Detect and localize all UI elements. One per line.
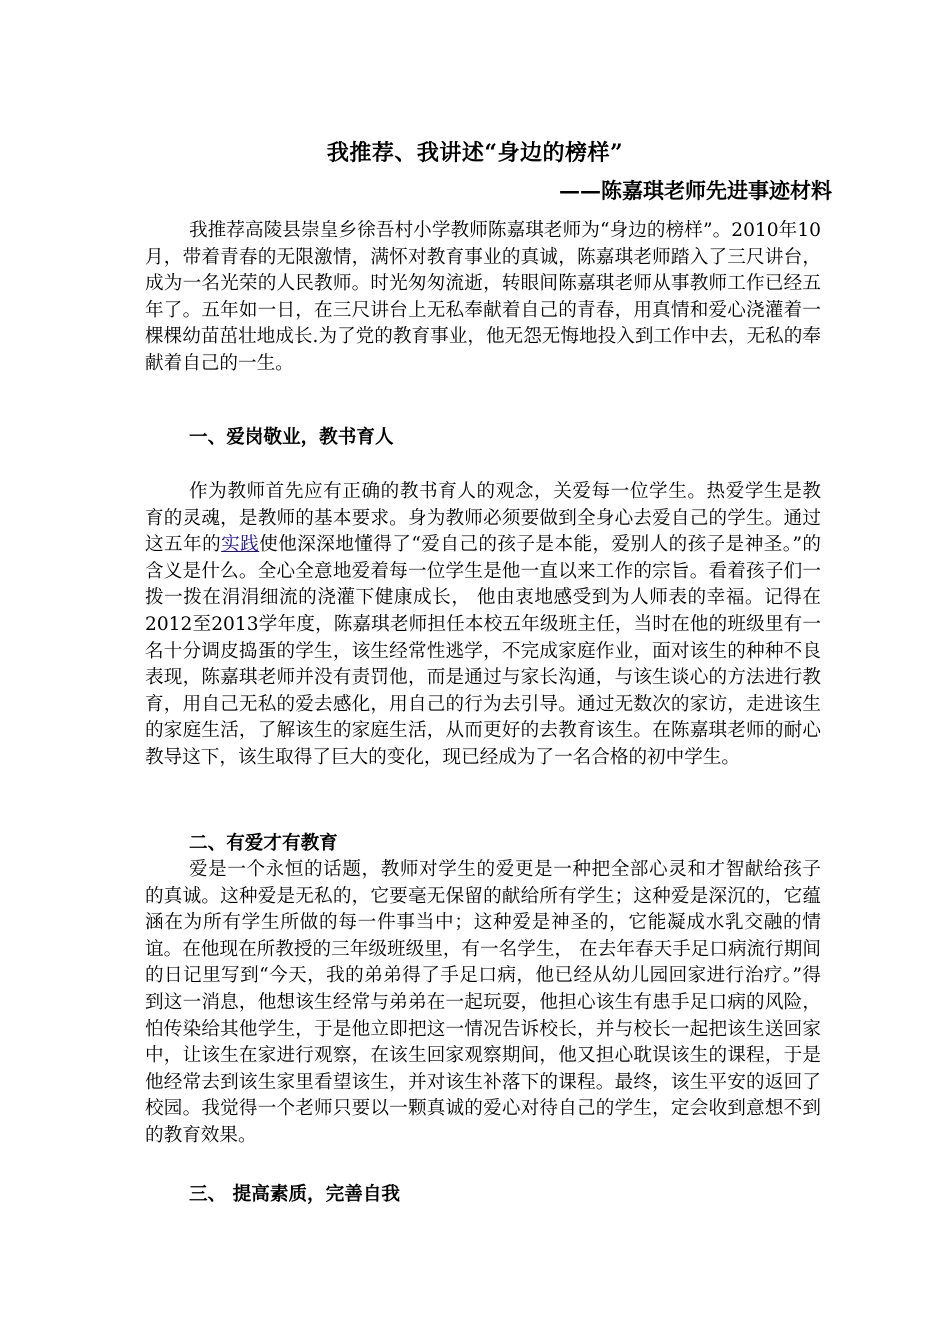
section-1-paragraph xyxy=(145,479,821,772)
section-3-heading: 三、 提高素质，完善自我 xyxy=(189,1184,401,1205)
page-title: 我推荐、我讲述“身边的榜样” xyxy=(326,140,624,166)
intro-paragraph: 我推荐高陵县崇皇乡徐吾村小学教师陈嘉琪老师为“身边的榜样”。2010年10月，带着青春的无限激情，满怀对教育事业的真诚，陈嘉琪老师踏入了三尺讲台，成为一名光荣的人民教师。时光匆匆流逝，转眼间陈嘉琪老师从事教师工作已经五年了。五年如一日，在三尺讲台上无私奉献着自己的青春，用真情和爱心浇灌着一棵棵幼苗茁壮地成长.为了党的教育事业，他无怨无悔地投入到工作中去，无私的奉献着自己的一生。 xyxy=(145,220,821,374)
section-1-text-before-link: 作为教师首先应有正确的教书育人的观念，关爱每一位学生。热爱学生是教育的灵魂，是教师的基本要求。身为教师必须要做到全身心去爱自己的学生。通过这五年的 xyxy=(145,481,821,556)
page-subtitle: ——陈嘉琪老师先进事迹材料 xyxy=(559,178,832,203)
section-2-paragraph: 爱是一个永恒的话题，教师对学生的爱更是一种把全部心灵和才智献给孩子的真诚。这种爱是无私的，它要毫无保留的献给所有学生；这种爱是深沉的，它蕴涵在为所有学生所做的每一件事当中；这种爱是神圣的，它能凝成水乳交融的情谊。在他现在所教授的三年级班级里，有一名学生， 在去年春天手足口病流行期间的日记里写到“今天，我的弟弟得了手足口病，他已经从幼儿园回家进行治疗。”得到这一消息，他想该生经常与弟弟在一起玩耍，他担心该生有患手足口病的风险，怕传染给其他学生，于是他立即把这一情况告诉校长，并与校长一起把该生送回家中，让该生在家进行观察，在该生回家观察期间，他又担心耽误该生的课程，于是他经常去到该生家里看望该生，并对该生补落下的课程。最终，该生平安的返回了校园。我觉得一个老师只要以一颗真诚的爱心对待自己的学生，定会收到意想不到的教育效果。 xyxy=(145,859,821,1146)
section-1-text-after-link: 使他深深地懂得了“爱自己的孩子是本能，爱别人的孩子是神圣。”的含义是什么。全心全意地爱着每一位学生是他一直以来工作的宗旨。看着孩子们一拨一拨在涓涓细流的浇灌下健康成长， 他由衷地感受到为人师表的幸福。记得在2012至2013学年度，陈嘉琪老师担任本校五年级班主任，当时在他的班级里有一名十分调皮捣蛋的学生，该生经常性逃学，不完成家庭作业，面对该生的种种不良表现，陈嘉琪老师并没有责罚他，而是通过与家长沟通，与该生谈心的方法进行教育，用自己无私的爱去感化，用自己的行为去引导。通过无数次的家访，走进该生的家庭生活，了解该生的家庭生活，从而更好的去教育该生。在陈嘉琪老师的耐心教导这下，该生取得了巨大的变化，现已经成为了一名合格的初中学生。 xyxy=(145,534,821,768)
section-1-heading: 一、爱岗敬业，教书育人 xyxy=(189,427,394,448)
practice-link[interactable]: 实践 xyxy=(221,534,260,556)
section-2-heading: 二、有爱才有教育 xyxy=(189,833,338,854)
